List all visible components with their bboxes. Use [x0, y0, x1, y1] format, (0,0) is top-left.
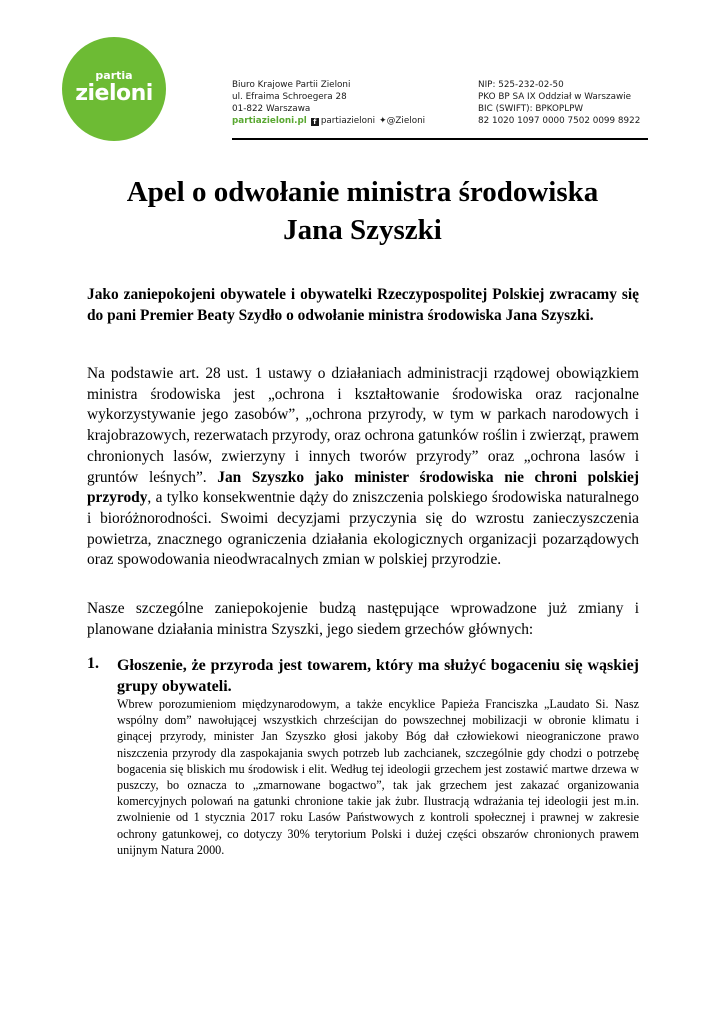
title-line-1: Apel o odwołanie ministra środowiska	[126, 176, 599, 208]
para1-text-end: , a tylko konsekwentnie dąży do zniszczenia polskiego środowiska naturalnego i bioróżnorodności. Swoimi decyzjami przyczynia się do wzrostu zanieczyszczenia powietrza, znacznego ograniczenia działania ekologicznych organizacji pozarządowych oraz spowodowania nieodwracalnych zmian w polskiej przyrodzie.	[87, 489, 639, 569]
list-item-body: Wbrew porozumieniom międzynarodowym, a także encyklice Papieża Franciszka „Laudato Si. Nasz wspólny dom” nawołującej wszystkich chrześcijan do powszechnej mobilizacji w obronie klimatu i ginącej przyrody, minister Jan Szyszko głosi jakoby Bóg dał człowiekowi nieograniczone prawo niszczenia przyrody dla zaspokajania swych potrzeb lub zachcianek, szczególnie gdy chodzi o potrzebę bogacenia się bliskich mu środowisk i elit. Według tej ideologii grzechem jest zostawić martwe drzewa w puszczy, bo oznacza to „zmarnowane bogactwo”, tak jak grzechem jest zakazać organizowania komercyjnych polowań na gatunki chronione takie jak żubr. Ilustracją wdrażania tej ideologii jest m.in. zwolnienie od 1 stycznia 2017 roku Lasów Państwowych z kontroli społecznej i prawnej w zakresie ochrony gatunkowej, co dotyczy 30% terytorium Polski i dużej części obszarów chronionych prawem unijnym Natura 2000.	[117, 697, 639, 857]
facebook-handle[interactable]: partiazieloni	[320, 116, 376, 126]
office-city: 01-822 Warszawa	[232, 104, 311, 114]
list-item-heading: Głoszenie, że przyroda jest towarem, który ma służyć bogaceniu się wąskiej grupy obywateli.	[117, 657, 639, 695]
website-link[interactable]: partiazieloni.pl	[232, 116, 307, 126]
twitter-handle[interactable]: @Zieloni	[386, 116, 426, 126]
facebook-icon: f	[311, 118, 319, 126]
lead-paragraph: Jako zaniepokojeni obywatele i obywatelki Rzeczypospolitej Polskiej zwracamy się do pani Premier Beaty Szydło o odwołanie ministra środowiska Jana Szyszki.	[87, 286, 639, 324]
logo-text-partia: partia	[95, 69, 133, 82]
body-paragraph-2: Nasze szczególne zaniepokojenie budzą następujące wprowadzone już zmiany i planowane działania ministra Szyszki, jego siedem grzechów głównych:	[87, 600, 639, 638]
list-item-number: 1.	[87, 655, 99, 672]
office-address-block	[232, 79, 425, 127]
bank-name: PKO BP SA IX Oddział w Warszawie	[478, 92, 632, 102]
title-line-2: Jana Szyszki	[283, 214, 442, 246]
twitter-icon: ✦	[379, 116, 387, 126]
account-number: 82 1020 1097 0000 7502 0099 8922	[478, 116, 641, 126]
header-divider	[232, 138, 648, 140]
para1-text-start: Na podstawie art. 28 ust. 1 ustawy o działaniach administracji rządowej obowiązkiem ministra środowiska jest „ochrona i kształtowanie środowiska oraz racjonalne wykorzystywanie jego zasobów”, „ochrona przyrody, w tym w parkach narodowych i krajobrazowych, rezerwatach przyrody, oraz ochrona gatunków roślin i zwierząt, prawem chronionych lasów, zwierzyny i innych tworów przyrody” oraz „ochrona lasów i gruntów leśnych”.	[87, 365, 639, 486]
contact-links	[232, 115, 425, 127]
tax-id: NIP: 525-232-02-50	[478, 80, 564, 90]
para1-bold-statement: Jan Szyszko jako minister środowiska nie chroni polskiej przyrody	[87, 468, 639, 507]
office-name: Biuro Krajowe Partii Zieloni	[232, 80, 351, 90]
document-title	[40, 173, 685, 249]
party-logo	[62, 37, 166, 141]
bic-code: BIC (SWIFT): BPKOPLPW	[478, 104, 584, 114]
bank-info-block	[478, 79, 640, 127]
body-paragraph-1	[87, 364, 639, 571]
logo-text-zieloni: zieloni	[75, 81, 153, 106]
office-street: ul. Efraima Schroegera 28	[232, 92, 347, 102]
